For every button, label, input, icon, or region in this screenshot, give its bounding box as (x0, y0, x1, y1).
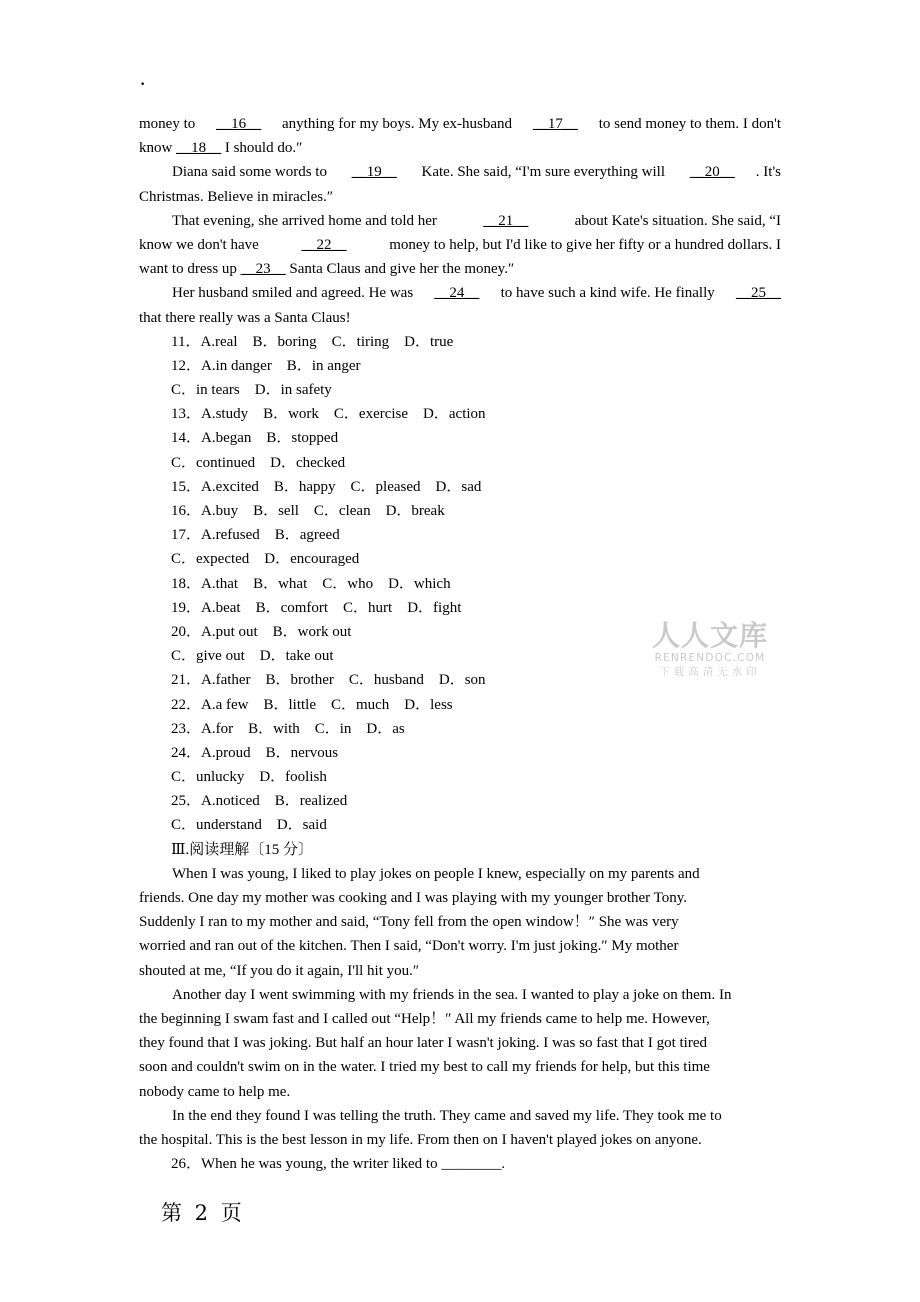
text-run: Her husband smiled and agreed. He was (172, 285, 417, 302)
reading-line (139, 1128, 781, 1152)
reading-line (139, 983, 781, 1007)
text-run: the beginning I swam fast and I called out “Help！″ All my friends came to help me. However, (139, 1010, 710, 1027)
blank-21: __21__ (483, 212, 529, 229)
text-run: friends. One day my mother was cooking and I was playing with my younger brother Tony. (139, 890, 688, 906)
passage-line (139, 112, 781, 136)
reading-line (139, 934, 781, 958)
text-run: . It's (755, 164, 781, 181)
text-run: Kate. She said, “I'm sure everything will (417, 164, 669, 181)
blank-16: __16__ (216, 116, 262, 132)
text-run: anything for my boys. My ex-husband (278, 116, 516, 132)
passage-line (139, 281, 781, 305)
option-line: C．expected D．encouraged (171, 551, 360, 568)
option-line: C．continued D．checked (171, 454, 346, 471)
passage-line (139, 185, 781, 209)
text-run: nobody came to help me. (139, 1083, 291, 1100)
blank-23: __23__ (240, 261, 286, 278)
option-line: 14．A.began B．stopped (171, 430, 339, 447)
option-line: 11．A.real B．boring C．tiring D．true (171, 333, 454, 350)
passage-line (139, 160, 781, 184)
text-run: about Kate's situation. She said, “I (570, 212, 781, 229)
option-line: C．give out D．take out (171, 648, 334, 665)
text-run: Another day I went swimming with my friends in the sea. I wanted to play a joke on them. In (172, 986, 732, 1003)
option-line: 15．A.excited B．happy C．pleased D．sad (171, 478, 482, 495)
page-number: 第 2 页 (161, 1201, 245, 1225)
reading-line (139, 1007, 781, 1031)
text-run: know we don't have (139, 236, 263, 253)
option-line: 21．A.father B．brother C．husband D．son (171, 672, 486, 689)
blank-17: __17__ (532, 116, 578, 132)
option-line: 18．A.that B．what C．who D．which (171, 575, 451, 592)
option-line: 25．A.noticed B．realized (171, 793, 348, 810)
blank-19: __19__ (351, 164, 397, 181)
passage-line (139, 257, 781, 281)
text-run: Santa Claus and give her the money.″ (285, 261, 515, 278)
text-run: that there really was a Santa Claus! (139, 309, 351, 326)
watermark-url: RENRENDOC.COM (654, 652, 766, 664)
text-run: money to (139, 116, 199, 132)
section-heading: Ⅲ.阅读理解〔15 分〕 (171, 841, 313, 858)
option-line: C．in tears D．in safety (171, 382, 332, 399)
option-line: 13．A.study B．work C．exercise D．action (171, 406, 486, 423)
text-run: they found that I was joking. But half an hour later I wasn't joking. I was so fast that I got tired (139, 1035, 708, 1052)
option-line: 17．A.refused B．agreed (171, 527, 340, 544)
watermark (645, 620, 775, 679)
option-line: C．understand D．said (171, 817, 327, 834)
option-line: 22．A.a few B．little C．much D．less (171, 696, 453, 713)
text-run: the hospital. This is the best lesson in my life. From then on I haven't played jokes on anyone. (139, 1131, 702, 1148)
blank-22: __22__ (301, 236, 347, 253)
text-run: Diana said some words to (172, 164, 331, 181)
text-run: In the end they found I was telling the truth. They came and saved my life. They took me to (172, 1107, 722, 1124)
text-run: want to dress up (139, 261, 241, 278)
reading-line (139, 959, 781, 983)
reading-line (139, 910, 781, 934)
reading-line (139, 886, 781, 910)
header-dot: · (140, 76, 146, 93)
option-line: 24．A.proud B．nervous (171, 744, 339, 761)
text-run: to have such a kind wife. He finally (496, 285, 719, 302)
text-run: soon and couldn't swim on in the water. I tried my best to call my friends for help, but this time (139, 1059, 710, 1076)
reading-line (139, 862, 781, 886)
text-run: Christmas. Believe in miracles.″ (139, 188, 334, 205)
text-run: shouted at me, “If you do it again, I'll hit you.″ (139, 962, 420, 979)
passage-line (139, 136, 781, 160)
blank-20: __20__ (689, 164, 735, 181)
blank-18: __18__ (176, 140, 222, 157)
text-run: to send money to them. I don't (594, 116, 781, 132)
text-run: Suddenly I ran to my mother and said, “Tony fell from the open window！″ She was very (139, 914, 679, 931)
option-line: 12．A.in danger B．in anger (171, 357, 361, 374)
watermark-title: 人人文库 (651, 619, 768, 652)
text-run: I should do.″ (221, 140, 303, 157)
blank-24: __24__ (434, 285, 480, 302)
reading-line (139, 1031, 781, 1055)
option-line: 20．A.put out B．work out (171, 623, 352, 640)
reading-line (139, 1055, 781, 1079)
text-run: know (139, 140, 177, 157)
passage-line (139, 233, 781, 257)
text-run: money to help, but I'd like to give her fifty or a hundred dollars. I (385, 236, 781, 253)
option-line: 16．A.buy B．sell C．clean D．break (171, 503, 445, 519)
passage-line (139, 209, 781, 233)
reading-line (139, 1104, 781, 1128)
passage-line (139, 306, 781, 330)
option-line: 19．A.beat B．comfort C．hurt D．fight (171, 599, 462, 616)
blank-25: __25__ (735, 285, 781, 302)
text-run: When I was young, I liked to play jokes on people I knew, especially on my parents and (172, 865, 700, 882)
option-line: 23．A.for B．with C．in D．as (171, 720, 405, 737)
question-26: 26．When he was young, the writer liked to ________. (171, 1156, 506, 1173)
text-run: That evening, she arrived home and told her (172, 212, 441, 229)
reading-line (139, 1080, 781, 1104)
text-run: worried and ran out of the kitchen. Then I said, “Don't worry. I'm just joking.″ My mother (139, 938, 679, 955)
watermark-slogan: 下载高清无水印 (659, 666, 761, 678)
option-line: C．unlucky D．foolish (171, 769, 327, 786)
